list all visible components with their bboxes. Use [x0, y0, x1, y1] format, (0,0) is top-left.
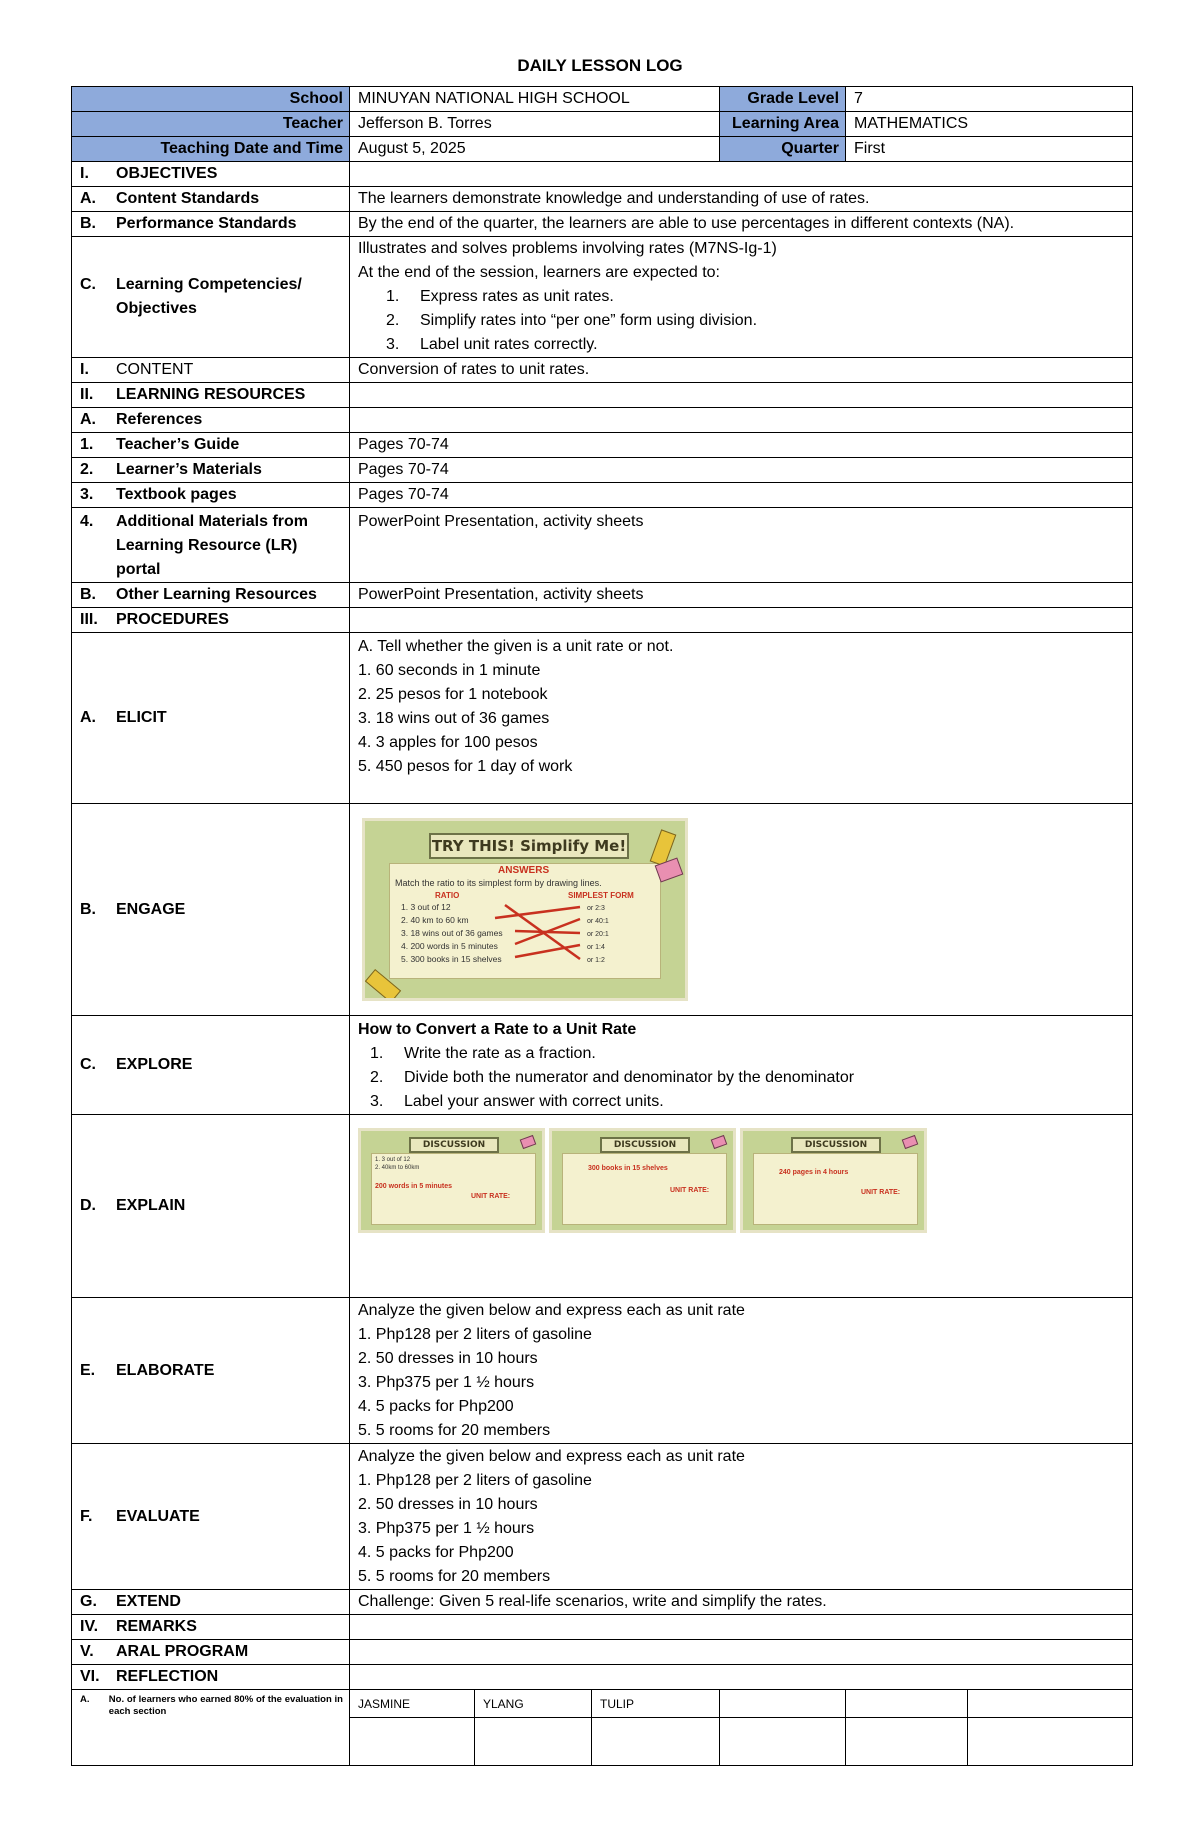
form-item: or 40:1	[587, 918, 609, 925]
procedures-row	[72, 608, 1133, 633]
explain-slide-image: DISCUSSION 300 books in 15 shelves UNIT RATE:	[549, 1128, 736, 1233]
area-label: Learning Area	[720, 112, 846, 137]
page-title: DAILY LESSON LOG	[517, 56, 683, 75]
objectives-row	[72, 162, 1133, 187]
lesson-log-table	[71, 86, 1133, 1766]
performance-standards-row	[72, 212, 1133, 237]
simplest-form-header: SIMPLEST FORM	[568, 891, 634, 900]
elaborate-content: Analyze the given below and express each as unit rate 1. Php128 per 2 liters of gasoline 2. 50 dresses in 10 hours 3. Php375 per 1 ½ hours 4. 5 packs for Php200 5. 5 rooms for 20 members	[350, 1298, 1133, 1444]
evaluate-label: F. EVALUATE	[72, 1444, 350, 1590]
explain-content	[350, 1115, 1133, 1298]
section-value-cell[interactable]	[475, 1718, 592, 1766]
section-ylang: YLANG	[475, 1690, 592, 1718]
school-value: MINUYAN NATIONAL HIGH SCHOOL	[350, 87, 720, 112]
grade-value: 7	[846, 87, 1133, 112]
aral-program-row	[72, 1640, 1133, 1665]
form-item: or 20:1	[587, 931, 609, 938]
other-resources-row	[72, 583, 1133, 608]
other-resources-value: PowerPoint Presentation, activity sheets	[350, 583, 1133, 608]
learners-materials-row	[72, 458, 1133, 483]
content-label: I. CONTENT	[72, 358, 350, 383]
answers-label: ANSWERS	[498, 865, 550, 876]
section-value-cell[interactable]	[720, 1718, 846, 1766]
learning-resources-row	[72, 383, 1133, 408]
references-label: A. References	[72, 408, 350, 433]
performance-standards-label: B. Performance Standards	[72, 212, 350, 237]
section-empty	[968, 1690, 1133, 1718]
section-value-cell[interactable]	[350, 1718, 475, 1766]
section-value-cell[interactable]	[846, 1718, 968, 1766]
form-item: or 1:2	[587, 957, 605, 964]
grade-label: Grade Level	[720, 87, 846, 112]
answer-lines-graphic	[365, 821, 688, 1001]
textbook-pages-value: Pages 70-74	[350, 483, 1133, 508]
additional-materials-row	[72, 508, 1133, 583]
competencies-label: C. Learning Competencies/ Objectives	[72, 237, 350, 358]
eraser-icon	[520, 1134, 537, 1148]
eraser-icon	[902, 1134, 919, 1148]
teachers-guide-row	[72, 433, 1133, 458]
elaborate-row	[72, 1298, 1133, 1444]
explain-slide-image: DISCUSSION 240 pages in 4 hours UNIT RATE:	[740, 1128, 927, 1233]
section-empty	[846, 1690, 968, 1718]
learning-resources-heading: II. LEARNING RESOURCES	[72, 383, 350, 408]
explain-slide-image: DISCUSSION 1. 3 out of 12 2. 40km to 60km 200 words in 5 minutes UNIT RATE:	[358, 1128, 545, 1233]
references-row	[72, 408, 1133, 433]
form-item: or 2:3	[587, 905, 605, 912]
explore-step: 2. Divide both the numerator and denominator by the denominator	[370, 1069, 855, 1086]
competency-item: 2. Simplify rates into “per one” form using division.	[386, 312, 758, 329]
ratio-item: 4. 200 words in 5 minutes	[401, 941, 498, 951]
section-empty	[720, 1690, 846, 1718]
section-tulip: TULIP	[592, 1690, 720, 1718]
teacher-value: Jefferson B. Torres	[350, 112, 720, 137]
evaluate-content: Analyze the given below and express each as unit rate 1. Php128 per 2 liters of gasoline 2. 50 dresses in 10 hours 3. Php375 per 1 ½ hours 4. 5 packs for Php200 5. 5 rooms for 20 members	[350, 1444, 1133, 1590]
explain-label: D. EXPLAIN	[72, 1115, 350, 1298]
content-standards-label: A. Content Standards	[72, 187, 350, 212]
competencies-value	[350, 237, 1133, 358]
date-label: Teaching Date and Time	[72, 137, 350, 162]
engage-label: B. ENGAGE	[72, 804, 350, 1016]
header-row-date	[72, 137, 1133, 162]
performance-standards-value: By the end of the quarter, the learners are able to use percentages in different contexts (NA).	[350, 212, 1133, 237]
textbook-pages-row	[72, 483, 1133, 508]
elicit-row	[72, 633, 1133, 804]
content-value: Conversion of rates to unit rates.	[350, 358, 1133, 383]
engage-slide-image	[362, 818, 688, 1001]
elicit-label: A. ELICIT	[72, 633, 350, 804]
quarter-value: First	[846, 137, 1133, 162]
slide-instruction: Match the ratio to its simplest form by drawing lines.	[395, 878, 602, 888]
teacher-label: Teacher	[72, 112, 350, 137]
objectives-heading: I. OBJECTIVES	[72, 162, 350, 187]
extend-value: Challenge: Given 5 real-life scenarios, write and simplify the rates.	[350, 1590, 1133, 1615]
competency-intro: At the end of the session, learners are expected to:	[358, 264, 720, 281]
explore-heading: How to Convert a Rate to a Unit Rate	[358, 1021, 637, 1038]
reflection-row	[72, 1665, 1133, 1690]
section-value-cell[interactable]	[592, 1718, 720, 1766]
ratio-header: RATIO	[435, 891, 460, 900]
competencies-row	[72, 237, 1133, 358]
additional-materials-value: PowerPoint Presentation, activity sheets	[350, 508, 1133, 583]
explore-label: C. EXPLORE	[72, 1016, 350, 1115]
ratio-item: 5. 300 books in 15 shelves	[401, 954, 502, 964]
remarks-row	[72, 1615, 1133, 1640]
quarter-label: Quarter	[720, 137, 846, 162]
eraser-icon	[711, 1134, 728, 1148]
competency-item: 1. Express rates as unit rates.	[386, 288, 614, 305]
other-resources-label: B. Other Learning Resources	[72, 583, 350, 608]
header-row-teacher	[72, 112, 1133, 137]
additional-materials-label: 4. Additional Materials from Learning Resource (LR) portal	[72, 508, 350, 583]
area-value: MATHEMATICS	[846, 112, 1133, 137]
form-item: or 1:4	[587, 944, 605, 951]
procedures-heading: III. PROCEDURES	[72, 608, 350, 633]
competency-item: 3. Label unit rates correctly.	[386, 336, 598, 353]
section-value-cell[interactable]	[968, 1718, 1133, 1766]
remarks-label: IV. REMARKS	[72, 1615, 350, 1640]
extend-label: G. EXTEND	[72, 1590, 350, 1615]
reflection-a-label: A. No. of learners who earned 80% of the evaluation in each section	[72, 1690, 350, 1766]
competency-code: Illustrates and solves problems involving rates (M7NS-Ig-1)	[358, 240, 777, 257]
textbook-pages-label: 3. Textbook pages	[72, 483, 350, 508]
learners-materials-label: 2. Learner’s Materials	[72, 458, 350, 483]
elicit-content: A. Tell whether the given is a unit rate or not. 1. 60 seconds in 1 minute 2. 25 pesos for 1 notebook 3. 18 wins out of 36 games 4. 3 apples for 100 pesos 5. 450 pesos for 1 day of work	[350, 633, 1133, 804]
explore-content	[350, 1016, 1133, 1115]
date-value: August 5, 2025	[350, 137, 720, 162]
extend-row	[72, 1590, 1133, 1615]
header-row-school	[72, 87, 1133, 112]
reflection-a-row	[72, 1690, 1133, 1718]
elaborate-label: E. ELABORATE	[72, 1298, 350, 1444]
explain-row	[72, 1115, 1133, 1298]
explore-step: 1. Write the rate as a fraction.	[370, 1045, 596, 1062]
teachers-guide-value: Pages 70-74	[350, 433, 1133, 458]
content-standards-row	[72, 187, 1133, 212]
explore-step: 3. Label your answer with correct units.	[370, 1093, 664, 1110]
reflection-label: VI. REFLECTION	[72, 1665, 350, 1690]
engage-row	[72, 804, 1133, 1016]
engage-content	[350, 804, 1133, 1016]
ratio-item: 2. 40 km to 60 km	[401, 915, 469, 925]
ratio-item: 3. 18 wins out of 36 games	[401, 928, 503, 938]
aral-program-label: V. ARAL PROGRAM	[72, 1640, 350, 1665]
content-row	[72, 358, 1133, 383]
slide-banner: TRY THIS! Simplify Me!	[429, 833, 629, 859]
section-jasmine: JASMINE	[350, 1690, 475, 1718]
explore-row	[72, 1016, 1133, 1115]
learners-materials-value: Pages 70-74	[350, 458, 1133, 483]
content-standards-value: The learners demonstrate knowledge and understanding of use of rates.	[350, 187, 1133, 212]
ratio-item: 1. 3 out of 12	[401, 902, 451, 912]
teachers-guide-label: 1. Teacher’s Guide	[72, 433, 350, 458]
school-label: School	[72, 87, 350, 112]
evaluate-row	[72, 1444, 1133, 1590]
